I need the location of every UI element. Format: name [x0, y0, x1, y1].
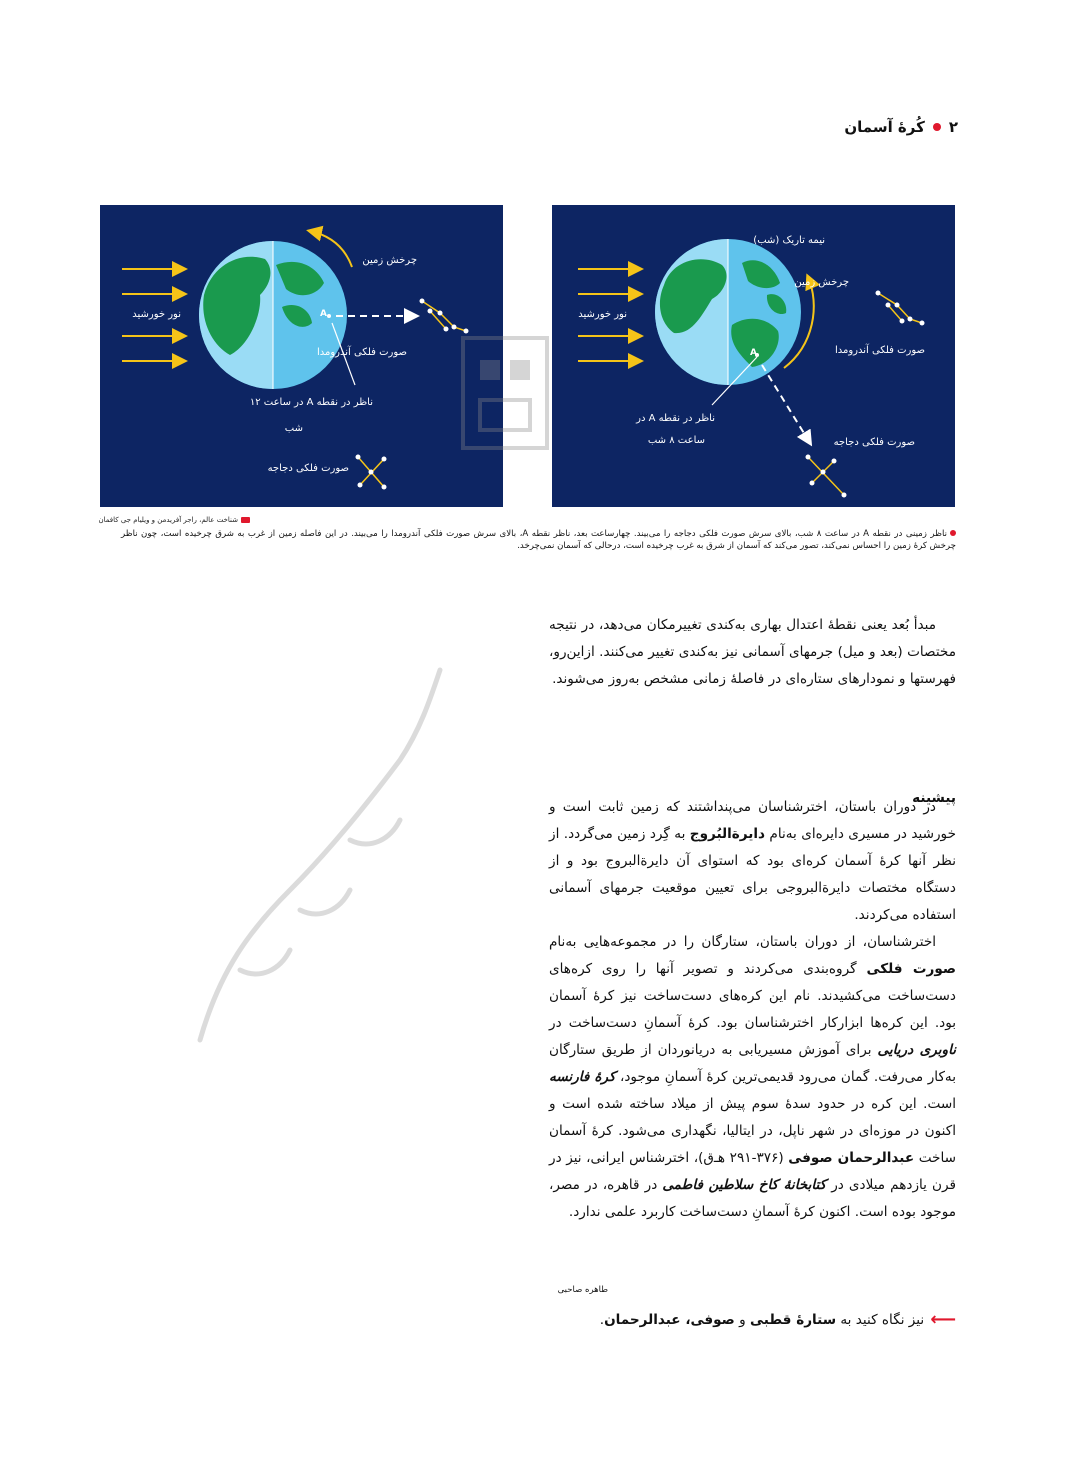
para2-text-1: اخترشناسان، از دوران باستان، ستارگان را در مجموعه‌هایی به‌نام: [549, 934, 936, 950]
label-andromeda: صورت فلکی آندرومدا: [316, 347, 407, 358]
para1-text-2: به گِرد زمین می‌گردد. از نظر آنها کرۀ آسمان کره‌ای بود که استوای آن دایرةالبروج بود و از دستگاه مختصات دایرةالبروجی برای تعیین موقعیت جرمهای آسمانی استفاده می‌کردند.: [549, 826, 956, 923]
term-farnese-globe: کرۀ فارنسه: [549, 1069, 616, 1085]
label-earth-rotation: چرخش زمین: [362, 255, 417, 266]
section-title: پیشینه: [912, 790, 956, 806]
camera-icon: [241, 517, 250, 523]
paragraph-1: [549, 794, 956, 929]
figure-credit: [98, 516, 250, 524]
term-constellation: صورت فلکی: [866, 961, 956, 977]
label-andromeda: صورت فلکی آندرومدا: [834, 345, 925, 356]
see-also-and: و: [734, 1311, 751, 1328]
label-night-half: نیمه تاریک (شب): [753, 235, 825, 246]
term-ecliptic: دایرةالبُروج: [689, 826, 766, 842]
see-also-text: [600, 1312, 924, 1328]
watermark-logo: [180, 640, 520, 1060]
intro-paragraph: [549, 612, 956, 693]
label-point-a: A: [750, 348, 757, 358]
label-point-a: A: [320, 309, 327, 319]
author-name: طاهره صاحبی: [557, 1285, 608, 1295]
page-title: کُرۀ آسمان: [844, 118, 925, 136]
see-also-link-sufi[interactable]: صوفی، عبدالرحمان: [604, 1311, 735, 1328]
label-earth-rotation: چرخش زمین: [794, 277, 849, 288]
see-also-link-polaris[interactable]: ستارۀ قطبی: [750, 1311, 837, 1328]
figure-panel-8pm: [552, 205, 955, 507]
figure-panel-midnight: [100, 205, 503, 507]
para2-text-6: در قاهره، در مصر، موجود بوده است. اکنون کرۀ آسمانِ دست‌ساخت کاربرد علمی ندارد.: [549, 1177, 956, 1220]
para2-text-3: برای آموزش مسیریابی به دریانوردان از طریق ستارگان به‌کار می‌رفت. گمان می‌رود قدیمی‌ترین کرۀ آسمانِ موجود،: [549, 1042, 956, 1085]
label-observer-line1: ناظر در نقطه A در: [636, 413, 715, 424]
term-fatimid-library: کتابخانۀ کاخ سلاطین فاطمی: [662, 1177, 827, 1193]
label-observer-line1: ناظر در نقطه A در ساعت ۱۲: [249, 397, 373, 408]
see-also: [600, 1309, 956, 1330]
caption-text: ناظر زمینی در نقطه A در ساعت ۸ شب، بالای سرش صورت فلکی دجاجه را می‌بیند. چهارساعت بعد، ناظر نقطه A، بالای سرش صورت فلکی آندرومدا را می‌بیند. در این فاصله زمین از غرب به شرق چرخیده است، چون ناظر چرخش کرۀ زمین را احساس نمی‌کند، تصور می‌کند که آسمان از شرق به غرب چرخیده است، درحالی که آسمان نمی‌چرخد.: [121, 529, 956, 551]
arrow-left-icon: ⟵: [930, 1309, 956, 1330]
earth-diagram-midnight: [100, 205, 503, 507]
para2-text-2: گروه‌بندی می‌کردند و تصویر آنها را روی کره‌های دست‌ساخت می‌کشیدند. نام این کره‌های دست‌ساخت نیز کرۀ آسمان بود. این کره‌ها ابزارکار اخترشناسان بود. کرۀ آسمانِ دست‌ساخت در: [549, 961, 956, 1031]
term-navigation: ناوبری دریایی: [877, 1042, 956, 1058]
header-bullet-icon: [933, 123, 941, 131]
see-also-end: .: [599, 1311, 605, 1328]
running-header: [844, 118, 958, 136]
label-cygnus: صورت فلکی دجاجه: [833, 437, 915, 448]
label-sunlight: نور خورشید: [132, 309, 181, 320]
term-sufi: عبدالرحمان صوفی: [788, 1150, 915, 1166]
credit-text: شناخت عالم، راجر آفریدمن و ویلیام جی کافمان: [98, 516, 238, 524]
label-observer-line2: ساعت ۸ شب: [647, 435, 705, 446]
intro-text: مبدأ بُعد یعنی نقطۀ اعتدال بهاری به‌کندی تغییرمکان می‌دهد، در نتیجه مختصات (بعد و میل) جرمهای آسمانی نیز به‌کندی تغییر می‌کنند. ازاین‌رو، فهرستها و نمودارهای ستاره‌ای در فاصلۀ زمانی مشخص به‌روز می‌شوند.: [549, 617, 956, 687]
label-sunlight: نور خورشید: [578, 309, 627, 320]
para2-text-4: است. این کره در حدود سدۀ سوم پیش از میلاد ساخته شده است و اکنون در موزه‌ای در شهر ناپل، در ایتالیا، نگهداری می‌شود. کرۀ آسمان ساخت: [549, 1096, 956, 1166]
page-number: ۲: [948, 118, 958, 136]
para2-text-5: (۳۷۶-۲۹۱ هـ‌ق)، اخترشناس ایرانی، نیز در قرن یازدهم میلادی در: [549, 1150, 956, 1193]
article-body: [549, 794, 956, 1226]
figure-caption: [121, 528, 956, 552]
para1-text-1: در دوران باستان، اخترشناسان می‌پنداشتند که زمین ثابت است و خورشید در مسیری دایره‌ای به‌نام: [549, 799, 956, 842]
label-cygnus: صورت فلکی دجاجه: [267, 463, 349, 474]
paragraph-2: [549, 929, 956, 1226]
label-observer-line2: شب: [284, 423, 303, 434]
watermark-emblem: [455, 330, 555, 455]
see-also-prefix: نیز نگاه کنید به: [836, 1311, 925, 1328]
caption-bullet-icon: [950, 530, 956, 536]
